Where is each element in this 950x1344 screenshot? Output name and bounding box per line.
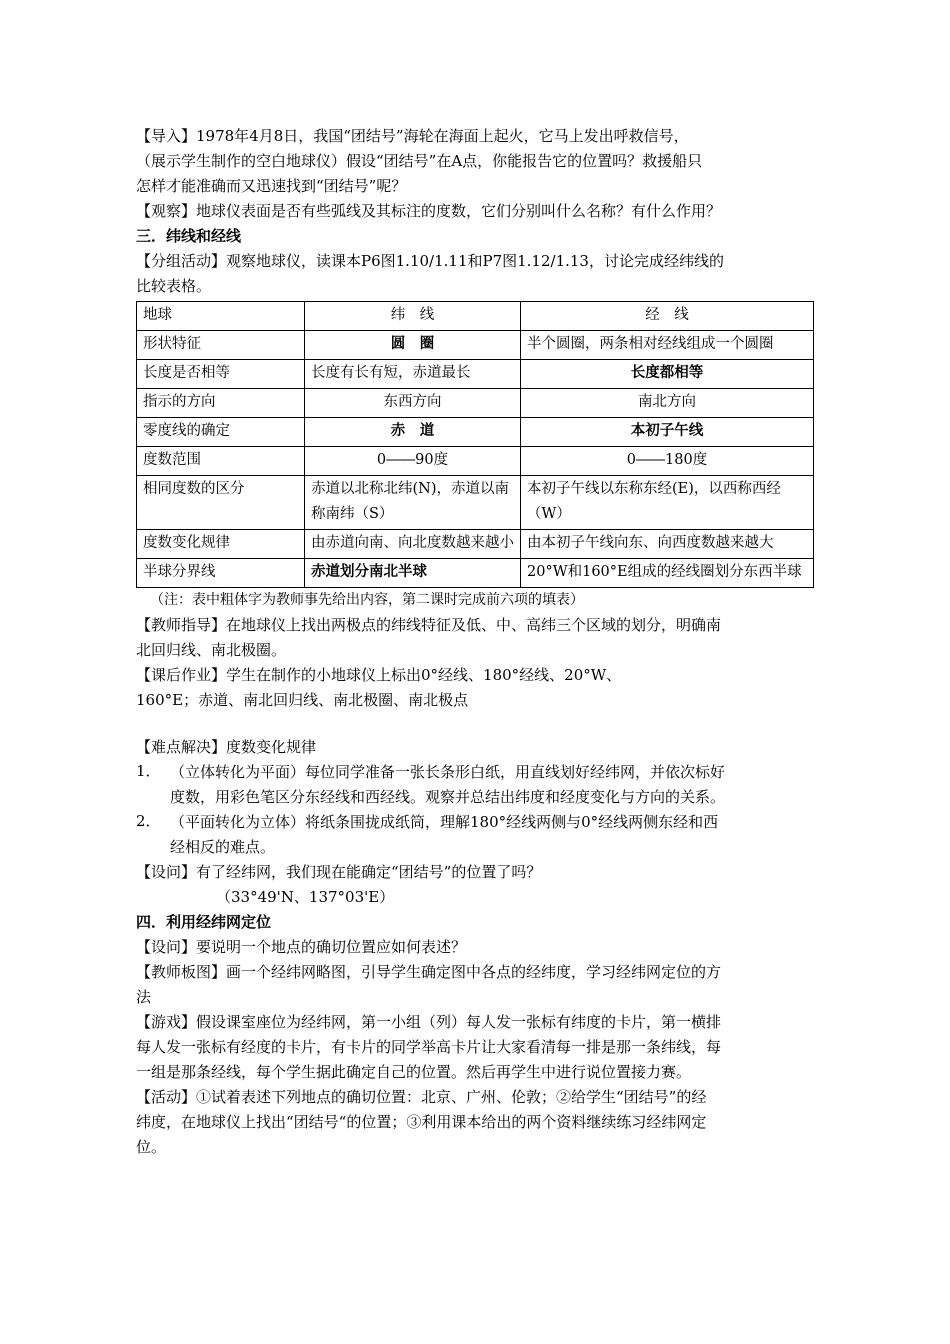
coordinates-text: （33°49'N、137°03'E） <box>216 888 395 906</box>
section-4-title: 四．利用经纬网定位 <box>136 913 272 931</box>
header-cell: 经 线 <box>521 302 814 331</box>
longitude-cell: 本初子午线以东称东经(E)，以西称西经（W） <box>521 476 814 530</box>
table-row <box>137 331 814 360</box>
text-line: 法 <box>136 988 152 1006</box>
board-paragraph <box>136 960 816 1010</box>
homework-paragraph <box>136 663 816 713</box>
text-line: 经相反的难点。 <box>170 838 276 856</box>
comparison-table <box>136 301 814 588</box>
text-line: 【分组活动】观察地球仪，读课本P6图1.10/1.11和P7图1.12/1.13，讨论完成经纬线的 <box>136 252 724 270</box>
header-cell: 地球 <box>137 302 305 331</box>
row-label: 形状特征 <box>137 331 305 360</box>
latitude-cell: 赤道划分南北半球 <box>305 559 521 588</box>
text-line: （立体转化为平面）每位同学准备一张长条形白纸，用直线划好经纬网，并依次标好 <box>170 763 726 781</box>
text-line: 位。 <box>136 1138 167 1156</box>
intro-paragraph <box>136 124 816 199</box>
row-label: 指示的方向 <box>137 389 305 418</box>
list-item <box>136 760 816 810</box>
text-line: （展示学生制作的空白地球仪）假设“团结号”在A点，你能报告它的位置吗？救援船只 <box>136 152 703 170</box>
question-paragraph: 【设问】有了经纬网，我们现在能确定“团结号”的位置了吗？ <box>136 863 542 881</box>
table-row <box>137 360 814 389</box>
text-line: 北回归线、南北极圈。 <box>136 641 287 659</box>
list-number: 1． <box>136 762 161 780</box>
text-line: 一组是那条经线，每个学生据此确定自己的位置。然后再学生中进行说位置接力赛。 <box>136 1063 692 1081</box>
header-cell: 纬 线 <box>305 302 521 331</box>
longitude-cell: 半个圆圈，两条相对经线组成一个圆圈 <box>521 331 814 360</box>
latitude-cell: 赤道以北称北纬(N)，赤道以南称南纬（S） <box>305 476 521 530</box>
longitude-cell: 0――180度 <box>521 447 814 476</box>
latitude-cell: 东西方向 <box>305 389 521 418</box>
document-page <box>136 124 816 1160</box>
table-row <box>137 530 814 559</box>
latitude-cell: 0――90度 <box>305 447 521 476</box>
list-item <box>136 810 816 860</box>
text-line: 【教师指导】在地球仪上找出两极点的纬线特征及低、中、高纬三个区域的划分，明确南 <box>136 616 722 634</box>
text-line: 比较表格。 <box>136 277 212 295</box>
longitude-cell: 长度都相等 <box>521 360 814 389</box>
observe-paragraph: 【观察】地球仪表面是否有些弧线及其标注的度数，它们分别叫什么名称？有什么作用？ <box>136 202 722 220</box>
row-label: 零度线的确定 <box>137 418 305 447</box>
longitude-cell: 南北方向 <box>521 389 814 418</box>
row-label: 度数范围 <box>137 447 305 476</box>
table-header-row <box>137 302 814 331</box>
longitude-cell: 20°W和160°E组成的经线圈划分东西半球 <box>521 559 814 588</box>
text-line: （平面转化为立体）将纸条围拢成纸筒，理解180°经线两侧与0°经线两侧东经和西 <box>170 813 719 831</box>
table-row <box>137 447 814 476</box>
latitude-cell: 赤 道 <box>305 418 521 447</box>
activity-paragraph <box>136 1085 816 1160</box>
game-paragraph <box>136 1010 816 1085</box>
longitude-cell: 本初子午线 <box>521 418 814 447</box>
table-row <box>137 418 814 447</box>
latitude-cell: 由赤道向南、向北度数越来越小 <box>305 530 521 559</box>
group-activity-paragraph <box>136 249 816 299</box>
row-label: 相同度数的区分 <box>137 476 305 530</box>
section-3-title: 三．纬线和经线 <box>136 227 242 245</box>
difficulty-heading: 【难点解决】度数变化规律 <box>136 738 317 756</box>
table-row <box>137 389 814 418</box>
latitude-cell: 圆 圈 <box>305 331 521 360</box>
latitude-cell: 长度有长有短，赤道最长 <box>305 360 521 389</box>
row-label: 长度是否相等 <box>137 360 305 389</box>
teacher-guide-paragraph <box>136 613 816 663</box>
text-line: 【活动】①试着表述下列地点的确切位置：北京、广州、伦敦；②给学生“团结号”的经 <box>136 1088 707 1106</box>
table-row <box>137 559 814 588</box>
text-line: 度数，用彩色笔区分东经线和西经线。观察并总结出纬度和经度变化与方向的关系。 <box>170 788 726 806</box>
list-number: 2． <box>136 812 161 830</box>
table-row <box>137 476 814 530</box>
text-line: 怎样才能准确而又迅速找到“团结号”呢？ <box>136 177 407 195</box>
text-line: 【教师板图】画一个经纬网略图，引导学生确定图中各点的经纬度，学习经纬网定位的方 <box>136 963 722 981</box>
text-line: 每人发一张标有经度的卡片，有卡片的同学举高卡片让大家看清每一排是那一条纬线，每 <box>136 1038 722 1056</box>
text-line: 纬度，在地球仪上找出“团结号“的位置；③利用课本给出的两个资料继续练习经纬网定 <box>136 1113 707 1131</box>
row-label: 度数变化规律 <box>137 530 305 559</box>
table-note: （注：表中粗体字为教师事先给出内容，第二课时完成前六项的填表） <box>150 592 584 608</box>
longitude-cell: 由本初子午线向东、向西度数越来越大 <box>521 530 814 559</box>
text-line: 160°E；赤道、南北回归线、南北极圈、南北极点 <box>136 691 469 709</box>
text-line: 【导入】1978年4月8日，我国“团结号”海轮在海面上起火，它马上发出呼救信号， <box>136 127 689 145</box>
text-line: 【游戏】假设课室座位为经纬网，第一小组（列）每人发一张标有纬度的卡片，第一横排 <box>136 1013 722 1031</box>
row-label: 半球分界线 <box>137 559 305 588</box>
text-line: 【课后作业】学生在制作的小地球仪上标出0°经线、180°经线、20°W、 <box>136 666 622 684</box>
question-paragraph: 【设问】要说明一个地点的确切位置应如何表述？ <box>136 938 467 956</box>
